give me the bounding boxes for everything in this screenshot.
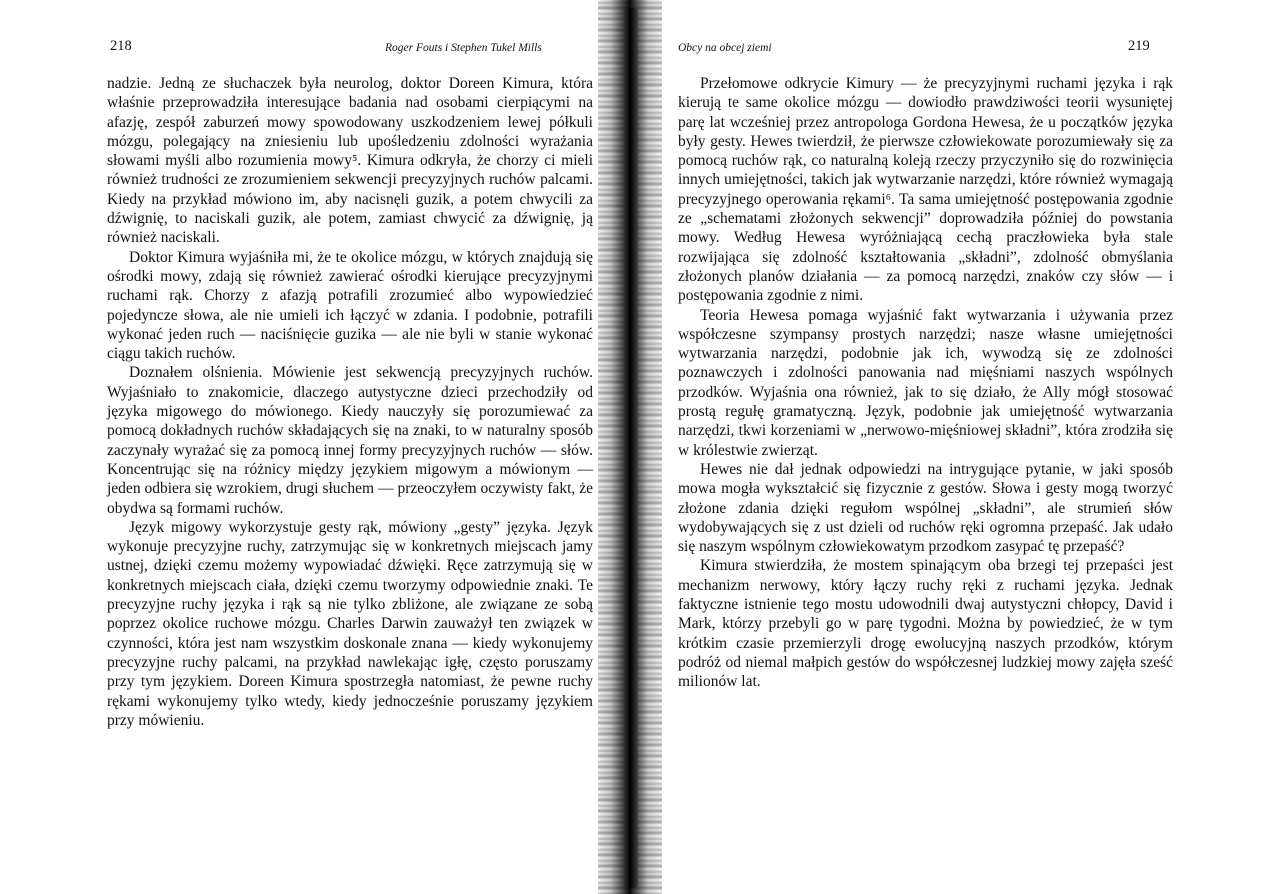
page-number-right: 219 (1128, 38, 1150, 54)
paragraph: Język migowy wykorzystuje gesty rąk, mówiony „gesty” języka. Język wykonuje precyzyjne ruchy, zatrzymując się w konkretnych miejscach jamy ustnej, dzięki czemu możemy wypowiadać dźwięki. Ręce zatrzymują się w konkretnych miejscach ciała, dzięki czemu tworzymy odpowiednie znaki. Te precyzyjne ruchy języka i rąk są nie tylko zbliżone, ale związane ze sobą poprzez okolice ruchowe mózgu. Charles Darwin zauważył ten związek w czynności, która jest nam wszystkim doskonale znana — kiedy wykonujemy precyzyjne ruchy palcami, na przykład nawlekając igłę, często poruszamy przy tym językiem. Doreen Kimura spostrzegła natomiast, że pewne ruchy rękami wykonujemy tylko wtedy, kiedy jednocześnie poruszamy językiem przy mówieniu. (107, 518, 593, 729)
right-page (640, 0, 1262, 894)
left-page (0, 0, 620, 894)
book-binding (624, 8, 638, 888)
paragraph: Kimura stwierdziła, że mostem spinającym oba brzegi tej przepaści jest mechanizm nerwowy, który łączy ruchy ręki z ruchami języka. Jednak faktyczne istnienie tego mostu udowodnili dwaj autystyczni chłopcy, David i Mark, którzy przebyli go w parę tygodni. Można by powiedzieć, że w tym krótkim czasie przemierzyli drogę ewolucyjną naszych przodków, którym podróż od niemal małpich gestów do współczesnej ludzkiej mowy zajęła sześć milionów lat. (678, 557, 1173, 691)
paragraph: Hewes nie dał jednak odpowiedzi na intrygujące pytanie, w jaki sposób mowa mogła wykształcić się fizycznie z gestów. Słowa i gesty mogą tworzyć złożone zdania dzięki regułom wspólnej „składni”, ale strumień słów wydobywających się z ust dzieli od ruchów ręki ogromna przepaść. Jak udało się naszym wspólnym człowiekowatym przodkom zasypać tę przepaść? (678, 460, 1173, 556)
paragraph: nadzie. Jedną ze słuchaczek była neurolog, doktor Doreen Kimura, która właśnie przeprowadziła interesujące badania nad osobami cierpiącymi na afazję, zespół zaburzeń mowy spowodowany uszkodzeniem lewej półkuli mózgu, polegający na zniesieniu lub upośledzeniu zdolności wyrażania słowami myśli albo rozumienia mowy⁵. Kimura odkryła, że chorzy ci mieli również trudności ze zrozumieniem sekwencji precyzyjnych ruchów palcami. Kiedy na przykład mówiono im, aby nacisnęli guzik, a potem chwycili za dźwignię, to naciskali guzik, ale potem, zamiast chwycić za dźwignię, ją również naciskali. (107, 75, 593, 247)
page-number-left: 218 (110, 38, 132, 54)
running-head-left: Roger Fouts i Stephen Tukel Mills (385, 42, 542, 54)
running-head-right: Obcy na obcej ziemi (678, 42, 772, 54)
paragraph: Przełomowe odkrycie Kimury — że precyzyjnymi ruchami języka i rąk kierują te same okolice mózgu — dowiodło prawdziwości teorii wysuniętej parę lat wcześniej przez antropologa Gordona Hewesa, że u początków języka były gesty. Hewes twierdził, że pierwsze człowiekowate porozumiewały się za pomocą ruchów rąk, co naturalną koleją rzeczy przyczyniło się do rozwinięcia innych umiejętności, takich jak wytwarzanie narzędzi, które również wymagają precyzyjnego operowania rękami⁶. Ta sama umiejętność postępowania zgodnie ze „schematami złożonych sekwencji” doprowadziła później do powstania mowy. Według Hewesa wyróżniającą cechą praczłowieka była stale rozwijająca się zdolność kształtowania „składni”, zdolność obmyślania złożonych planów działania — za pomocą narzędzi, znaków czy słów — i postępowania zgodnie z nimi. (678, 75, 1173, 305)
paragraph: Teoria Hewesa pomaga wyjaśnić fakt wytwarzania i używania przez współczesne szympansy prostych narzędzi; nasze własne umiejętności wytwarzania narzędzi, podobnie jak ich, wywodzą się ze zdolności poznawczych i zdolności panowania nad mięśniami naszych wspólnych przodków. Wyjaśnia ona również, jak to się działo, że Ally mógł stosować prostą regułę gramatyczną. Język, podobnie jak umiejętność wytwarzania narzędzi, tkwi korzeniami w „nerwowo-mięśniowej składni”, która zrodziła się w królestwie zwierząt. (678, 306, 1173, 459)
paragraph: Doktor Kimura wyjaśniła mi, że te okolice mózgu, w których znajdują się ośrodki mowy, zdają się również zawierać ośrodki kierujące precyzyjnymi ruchami rąk. Chorzy z afazją potrafili zrozumieć albo wypowiedzieć pojedyncze słowa, ale nie umieli ich łączyć w zdania. I podobnie, potrafili wykonać jeden ruch — naciśnięcie guzika — ale nie byli w stanie wykonać ciągu takich ruchów. (107, 248, 593, 363)
left-page-body (107, 74, 593, 730)
paragraph: Doznałem olśnienia. Mówienie jest sekwencją precyzyjnych ruchów. Wyjaśniało to znakomicie, dlaczego autystyczne dzieci przechodziły od języka migowego do mówionego. Kiedy nauczyły się porozumiewać za pomocą dokładnych ruchów składających się na znaki, to w naturalny sposób zaczynały wyrażać się za pomocą innej formy precyzyjnych ruchów — słów. Koncentrując się na różnicy między językiem migowym a mówionym — jeden odbiera się wzrokiem, drugi słuchem — przeoczyłem oczywisty fakt, że obydwa są formami ruchów. (107, 364, 593, 517)
right-page-body (678, 74, 1173, 692)
